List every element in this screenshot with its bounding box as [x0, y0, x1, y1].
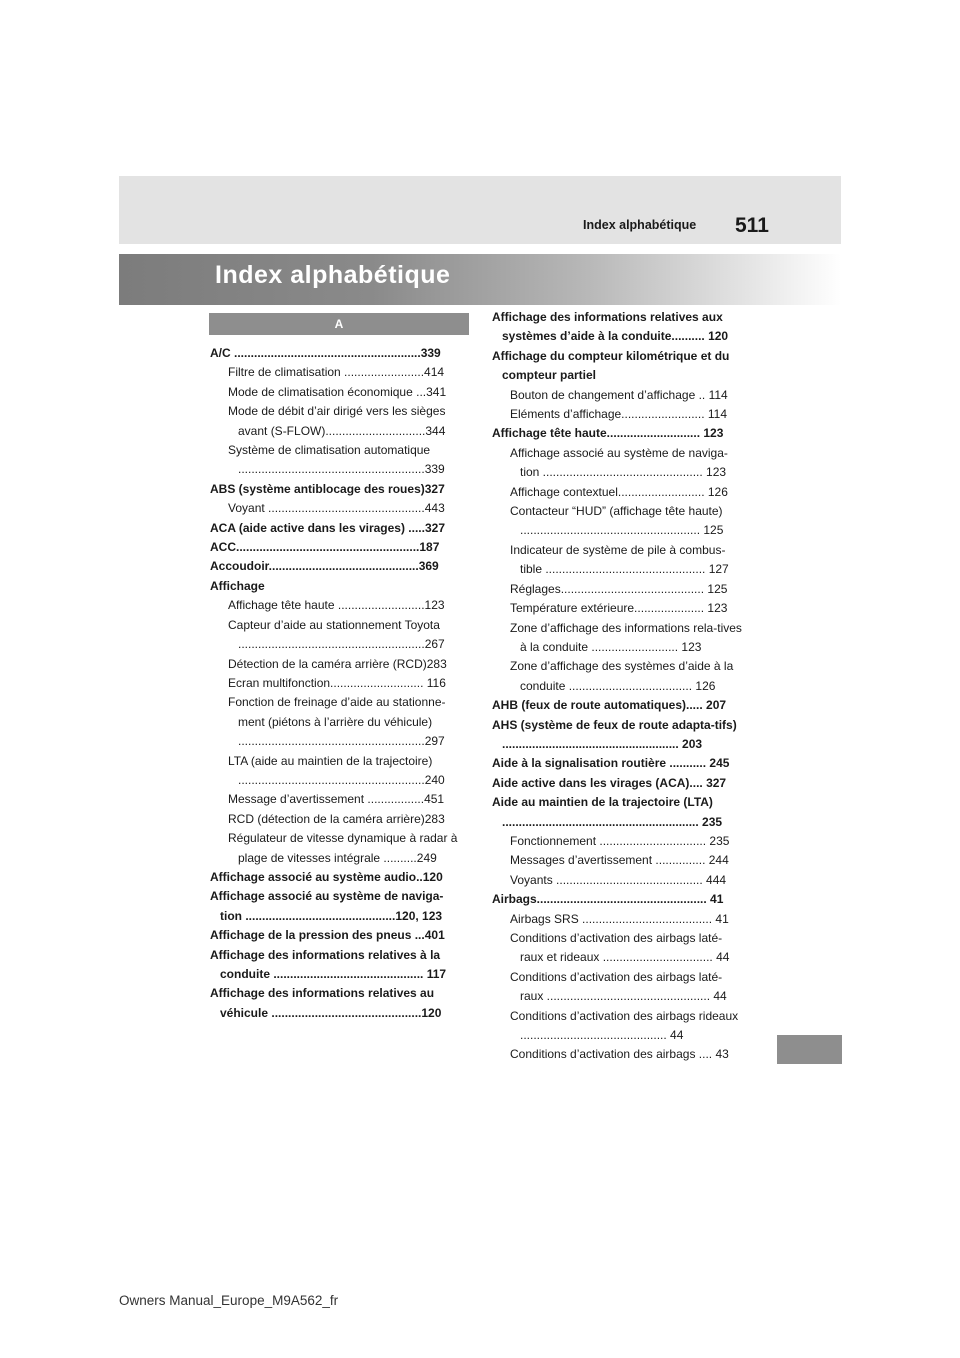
title-band: [119, 254, 841, 305]
index-subentry: Contacteur “HUD” (affichage tête haute) ...................................................... 125: [510, 504, 724, 538]
header-band: [119, 176, 841, 244]
index-subentry: Ecran multifonction............................ 116: [228, 675, 446, 690]
index-entry: Affichage: [210, 578, 265, 593]
index-subentry: Détection de la caméra arrière (RCD)283: [228, 656, 447, 671]
index-subentry: Indicateur de système de pile à combus-tible ................................................ 127: [510, 542, 729, 577]
index-entry: A/C ........................................................339: [210, 346, 441, 360]
index-entry: Affichage des informations relatives à la conduite ............................................. 117: [210, 947, 447, 981]
index-subentry: Filtre de climatisation ........................414: [228, 365, 445, 380]
index-entry: Affichage de la pression des pneus ...401: [210, 928, 445, 943]
index-subentry: Zone d’affichage des systèmes d’aide à la conduite ..................................... 126: [510, 659, 734, 693]
index-subentry: Eléments d’affichage......................... 114: [510, 407, 727, 422]
index-letter-heading: A: [209, 313, 469, 335]
index-subentry: Capteur d’aide au stationnement Toyota ........................................................267: [228, 617, 445, 652]
index-subentry: Voyant ...............................................443: [228, 501, 445, 516]
index-subentry: Conditions d’activation des airbags .... 43: [510, 1047, 729, 1062]
index-entry: Aide au maintien de la trajectoire (LTA) ........................................................... 235: [492, 795, 723, 829]
index-subentry: Airbags SRS ....................................... 41: [510, 911, 729, 926]
index-entry: AHS (système de feux de route adapta-tifs) ..................................................... 203: [492, 717, 737, 751]
index-entry: Affichage associé au système de naviga-tion .............................................120, 123: [210, 889, 444, 923]
index-subentry: Conditions d’activation des airbags laté-raux ................................................. 44: [510, 969, 727, 1004]
index-subentry: Température extérieure..................... 123: [510, 601, 728, 616]
index-column-left: [210, 344, 463, 1023]
header-section-title: Index alphabétique: [583, 218, 697, 232]
index-subentry: Mode de débit d’air dirigé vers les sièges avant (S-FLOW)..............................344: [228, 404, 446, 438]
index-subentry: LTA (aide au maintien de la trajectoire) ........................................................240: [228, 753, 445, 787]
index-subentry: Bouton de changement d’affichage .. 114: [510, 387, 728, 402]
index-subentry: RCD (détection de la caméra arrière)283: [228, 811, 445, 826]
index-entry: Affichage du compteur kilométrique et du compteur partiel: [492, 348, 730, 383]
index-subentry: Système de climatisation automatique ........................................................339: [228, 443, 445, 477]
index-subentry: Mode de climatisation économique ...341: [228, 384, 447, 399]
index-entry: AHB (feux de route automatiques)..... 207: [492, 698, 727, 713]
index-subentry: Réglages........................................... 125: [510, 581, 728, 596]
index-column-right: [492, 308, 743, 1065]
index-subentry: Affichage contextuel.......................... 126: [510, 484, 728, 499]
page-number: 511: [735, 214, 769, 237]
index-subentry: Voyants ............................................ 444: [510, 872, 727, 887]
index-entry: ACC.......................................................187: [210, 540, 440, 555]
index-subentry: Messages d’avertissement ............... 244: [510, 853, 729, 868]
index-subentry: Conditions d’activation des airbags laté-raux et rideaux ................................. 44: [510, 931, 730, 965]
index-entry: Aide à la signalisation routière ........... 245: [492, 756, 730, 771]
index-entry: Affichage associé au système audio..120: [210, 869, 443, 884]
index-subentry: Affichage associé au système de naviga-tion ................................................ 123: [510, 445, 728, 480]
index-entry: Affichage tête haute............................ 123: [492, 426, 724, 441]
index-subentry: Message d’avertissement .................451: [228, 792, 445, 807]
index-subentry: Fonction de freinage d’aide au stationne-ment (piétons à l’arrière du véhicule) ........................................................297: [228, 695, 446, 749]
index-entry: Affichage des informations relatives aux systèmes d’aide à la conduite.......... 120: [492, 310, 729, 344]
index-entry: Airbags................................................... 41: [492, 892, 724, 907]
index-subentry: Affichage tête haute ..........................123: [228, 598, 445, 613]
index-subentry: Conditions d’activation des airbags rideaux ............................................ 44: [510, 1008, 739, 1043]
index-subentry: Zone d’affichage des informations rela-tives à la conduite .......................... 123: [510, 620, 742, 654]
footer-manual-id: Owners Manual_Europe_M9A562_fr: [119, 1293, 339, 1308]
index-entry: Accoudoir.............................................369: [210, 559, 439, 574]
page-title: Index alphabétique: [215, 261, 451, 289]
index-entry: ABS (système antiblocage des roues)327: [210, 481, 445, 496]
index-subentry: Fonctionnement ................................ 235: [510, 833, 730, 848]
index-entry: Affichage des informations relatives au véhicule .............................................120: [210, 986, 442, 1020]
section-tab: [777, 1035, 842, 1064]
index-entry: Aide active dans les virages (ACA).... 327: [492, 775, 727, 790]
index-subentry: Régulateur de vitesse dynamique à radar à plage de vitesses intégrale ..........249: [228, 831, 458, 865]
index-entry: ACA (aide active dans les virages) .....327: [210, 520, 445, 535]
